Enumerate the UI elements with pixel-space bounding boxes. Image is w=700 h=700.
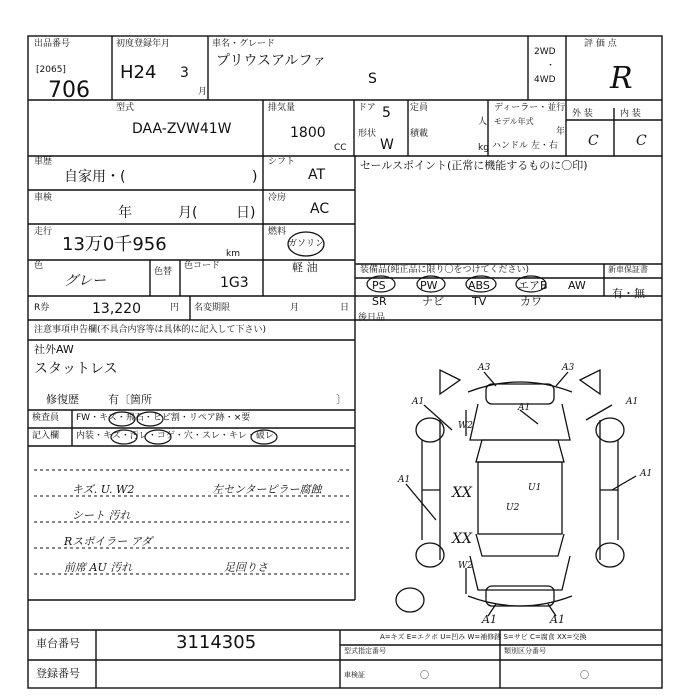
model-name: プリウスアルファ (216, 53, 327, 69)
warranty-value: 有・無 (612, 287, 645, 300)
score-label: 評 価 点 (584, 39, 617, 49)
entry-label: 記入欄 (32, 431, 60, 441)
ext-score: C (588, 133, 599, 149)
color-label: 色 (34, 261, 44, 271)
fuel-label: 燃料 (268, 227, 287, 237)
hand-note-4: 前席 AU 汚れ (64, 561, 133, 574)
mark-w2-front: W2 (458, 421, 473, 431)
inspection-year: 年 (118, 205, 132, 221)
fuel-diesel: 軽 油 (292, 261, 318, 274)
reg-year: H24 (120, 62, 157, 83)
inspection-day: 日) (236, 205, 256, 221)
reg-label: 初度登録年月 (116, 39, 171, 49)
color-value: グレー (64, 273, 106, 289)
inspection-label: 車検 (34, 193, 53, 203)
name-change-month: 月 (290, 303, 300, 313)
cc-unit: CC (334, 143, 347, 153)
handle-label: ハンドル 左・右 (492, 141, 558, 151)
cap-unit: 人 (478, 117, 488, 127)
mark-a3-left: A3 (478, 363, 491, 373)
equip-ps: PS (372, 279, 386, 292)
door-value: 5 (382, 105, 391, 121)
notes-line-1: 社外AW (34, 343, 74, 356)
use-close: ) (252, 169, 258, 185)
int-score: C (636, 133, 647, 149)
chassis-label: 車台番号 (36, 637, 80, 650)
class-number-label: 類別区分番号 (504, 647, 546, 655)
after-parts-label: 後日品 (358, 313, 386, 323)
name-change-label: 名変期限 (194, 303, 231, 313)
mark-a1-left: A1 (398, 475, 411, 485)
shape-value: W (380, 137, 394, 153)
equip-airbag: エアB (518, 279, 548, 292)
mileage-value: 13万0千956 (62, 234, 167, 255)
mark-a1-fl: A1 (412, 397, 425, 407)
inspector-row-2: 内装・キズ・汚レ・コゲ・穴・スレ・キレ・破レ (76, 431, 274, 441)
hand-note-1: キズ. U. W2 (72, 483, 135, 496)
equip-pw: PW (420, 279, 438, 292)
mark-a1-right: A1 (640, 469, 653, 479)
color-code-value: 1G3 (220, 275, 249, 291)
notes-title: 注意事項申告欄(不具合内容等は具体的に記入して下さい) (34, 325, 267, 335)
load-label: 積載 (410, 129, 429, 139)
load-unit: kg (478, 143, 489, 153)
mark-a1-rear-right: A1 (550, 613, 565, 626)
registration-label: 登録番号 (36, 667, 80, 680)
mileage-label: 走行 (34, 227, 53, 237)
dealer-label: ディーラー・並行 (494, 103, 566, 113)
ext-label: 外 装 (572, 109, 593, 119)
ac-value: AC (310, 201, 330, 217)
ac-label: 冷房 (268, 193, 287, 203)
equip-abs: ABS (468, 279, 490, 292)
mark-a3-right: A3 (562, 363, 575, 373)
score-value: R (610, 61, 633, 96)
footer-mark-1: 〇 (420, 671, 430, 681)
chassis-value: 3114305 (176, 632, 257, 653)
hand-note-6: 足回りさ (224, 561, 268, 574)
inspector-row-1: FW・キズ・飛石・ヒビ割・リペア跡・×要 (76, 413, 251, 423)
lot-label: 出品番号 (34, 39, 71, 49)
mark-w2-rear: W2 (458, 561, 473, 571)
use-label: 車歴 (34, 157, 53, 167)
equip-leather: カワ (520, 295, 542, 308)
drive-2wd: 2WD (534, 47, 556, 57)
name-change-day: 日 (340, 303, 350, 313)
equip-tv: TV (472, 295, 487, 308)
model-label: 車名・グレード (212, 39, 276, 49)
shape-label: 形状 (358, 129, 377, 139)
cc-label: 排気量 (268, 103, 296, 113)
mark-u1: U1 (528, 483, 542, 493)
hand-note-5: 左センターピラー腐蝕 (212, 483, 322, 496)
repair-value: 有〔箇所 (108, 393, 152, 406)
shift-label: シフト (268, 157, 296, 167)
drive-4wd: 4WD (534, 75, 556, 85)
type-designation-label: 型式指定番号 (344, 647, 386, 655)
grade: S (368, 71, 377, 87)
color-change-label: 色替 (154, 267, 173, 277)
recycle-label: R券 (34, 303, 50, 313)
drive-dot: ・ (546, 61, 556, 71)
repair-label: 修復歴 (46, 393, 79, 406)
hand-note-3: Rスポイラー アダ (64, 535, 153, 548)
equip-navi: ナビ (422, 295, 444, 308)
cap-label: 定員 (410, 103, 429, 113)
shift-value: AT (308, 167, 326, 183)
footer-mark-2: 〇 (580, 671, 590, 681)
mark-u2: U2 (506, 503, 520, 513)
reg-month-unit: 月 (198, 87, 208, 97)
cc-value: 1800 (290, 125, 326, 141)
certificate-label: 車検証 (344, 671, 365, 679)
mileage-unit: km (226, 249, 240, 259)
notes-line-2: スタットレス (34, 361, 118, 377)
new-car-warranty-label: 新車保証書 (608, 265, 648, 274)
type-label: 型式 (116, 103, 135, 113)
color-code-label: 色コード (184, 261, 221, 271)
inspector-label: 検査員 (32, 413, 60, 423)
type-value: DAA-ZVW41W (132, 121, 232, 137)
reg-month: 3 (180, 65, 189, 81)
sales-point-label: セールスポイント(正常に機能するものに〇印) (360, 159, 588, 172)
inspection-month: 月( (178, 205, 198, 221)
recycle-unit: 円 (170, 303, 180, 313)
mark-xx-rear: XX (452, 531, 472, 547)
equip-sr: SR (372, 295, 387, 308)
equipment-label: 装備品(純正品に限り〇をつけてください) (360, 265, 530, 275)
equip-aw: AW (568, 279, 586, 292)
hand-note-2: シート 汚れ (72, 509, 131, 522)
repair-close: 〕 (336, 393, 347, 406)
mark-a1-hood: A1 (518, 403, 531, 413)
mark-a1-rear-left: A1 (482, 613, 497, 626)
door-label: ドア (358, 103, 376, 113)
damage-legend: A=キズ E=エクボ U=凹み W=補修跡 S=サビ C=腐食 XX=交換 (380, 633, 587, 641)
mark-xx-front: XX (452, 485, 472, 501)
int-label: 内 装 (620, 109, 641, 119)
mark-a1-fr: A1 (626, 397, 639, 407)
fuel-gasoline: ガソリン (288, 239, 325, 249)
recycle-value: 13,220 (92, 301, 141, 317)
lot-sub: [2065] (36, 65, 66, 75)
use-value: 自家用・( (64, 169, 126, 185)
year-unit: 年 (556, 127, 566, 137)
lot-number: 706 (48, 78, 90, 103)
model-year-label: モデル年式 (494, 117, 534, 126)
